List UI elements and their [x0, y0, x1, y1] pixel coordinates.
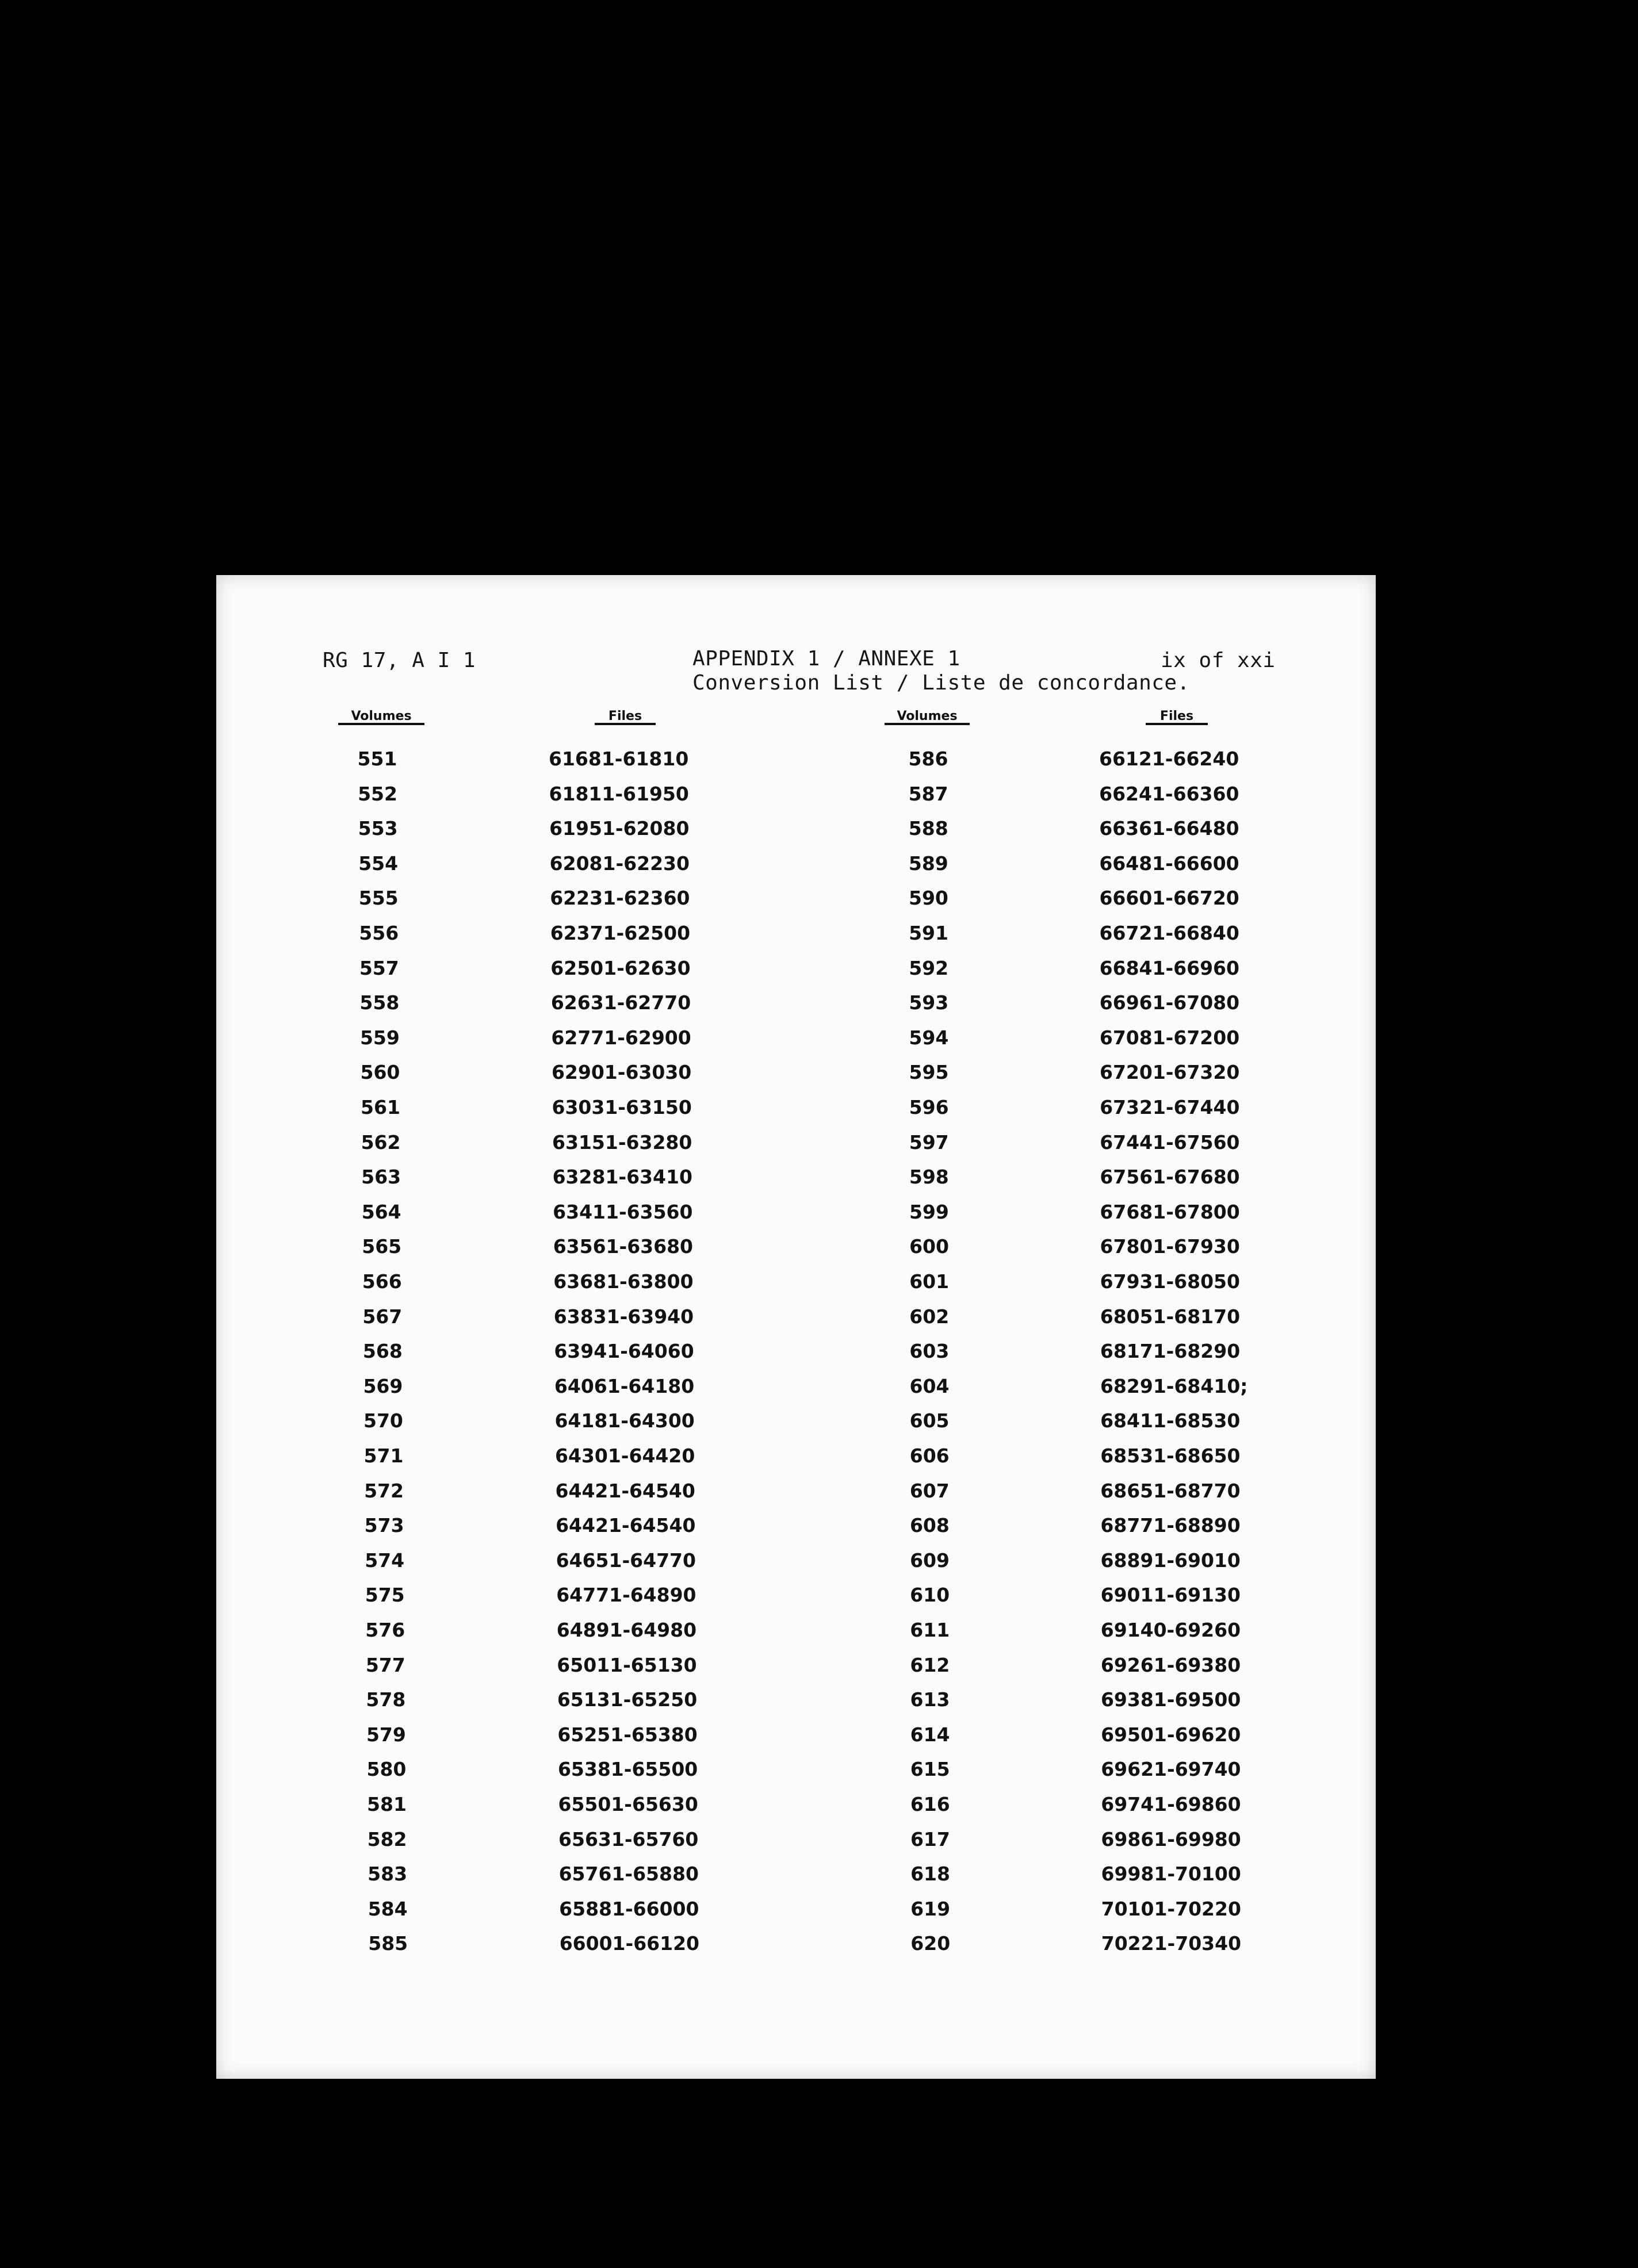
file-range: 62631-62770 [550, 991, 691, 1014]
volume-number: 613 [910, 1688, 950, 1711]
volume-number: 619 [910, 1897, 951, 1920]
file-range: 64181-64300 [554, 1409, 695, 1432]
volume-number: 617 [910, 1828, 950, 1851]
volume-number: 589 [908, 852, 948, 875]
volume-number: 553 [358, 817, 398, 840]
volume-number: 558 [359, 991, 400, 1014]
file-range: 61811-61950 [549, 782, 689, 805]
file-range: 62501-62630 [550, 956, 691, 979]
volume-number: 570 [363, 1409, 403, 1432]
volume-number: 551 [357, 748, 397, 770]
file-range: 66241-66360 [1099, 782, 1239, 805]
file-range: 68771-68890 [1100, 1514, 1241, 1537]
volume-number: 568 [362, 1340, 403, 1363]
file-range: 66961-67080 [1099, 991, 1240, 1014]
file-range: 69981-70100 [1101, 1863, 1241, 1886]
file-range: 63281-63410 [552, 1166, 692, 1189]
file-range: 65381-65500 [557, 1758, 698, 1781]
volume-number: 608 [909, 1514, 950, 1537]
file-range: 69621-69740 [1101, 1758, 1241, 1781]
volume-number: 554 [358, 852, 399, 875]
volume-number: 561 [361, 1096, 400, 1118]
volume-number: 594 [909, 1026, 949, 1049]
file-range: 67081-67200 [1099, 1026, 1240, 1049]
volume-number: 573 [364, 1514, 404, 1537]
volume-number: 598 [909, 1166, 949, 1189]
file-range: 66361-66480 [1099, 817, 1239, 840]
volume-number: 614 [910, 1723, 950, 1746]
volume-number: 615 [910, 1758, 950, 1781]
file-range: 65881-66000 [559, 1897, 699, 1920]
file-range: 67931-68050 [1100, 1270, 1240, 1293]
file-range: 69501-69620 [1101, 1723, 1241, 1746]
file-range: 67441-67560 [1100, 1131, 1240, 1154]
volume-number: 590 [908, 887, 948, 910]
volume-number: 603 [909, 1340, 950, 1363]
volume-number: 600 [909, 1235, 949, 1258]
page-number: ix of xxi [1161, 649, 1276, 672]
file-range: 65131-65250 [557, 1688, 698, 1711]
column-header-files-left: Files [595, 710, 656, 725]
volume-number: 583 [368, 1863, 408, 1886]
file-range: 64421-64540 [555, 1479, 695, 1502]
volume-number: 575 [365, 1584, 405, 1607]
volume-number: 556 [359, 922, 399, 944]
volume-number: 577 [365, 1653, 405, 1676]
volume-number: 607 [909, 1479, 950, 1502]
appendix-title: APPENDIX 1 / ANNEXE 1 [692, 647, 960, 671]
file-range: 63411-63560 [553, 1200, 693, 1223]
file-range: 64771-64890 [556, 1584, 696, 1607]
column-header-volumes-right: Volumes [885, 710, 970, 725]
volume-number: 587 [908, 782, 948, 805]
volume-number: 582 [367, 1828, 407, 1851]
file-range: 68051-68170 [1100, 1305, 1241, 1328]
volume-number: 611 [910, 1619, 950, 1641]
volume-number: 567 [362, 1305, 403, 1328]
volume-number: 620 [910, 1932, 951, 1955]
file-range: 62771-62900 [551, 1026, 691, 1049]
file-range: 69381-69500 [1100, 1688, 1241, 1711]
volume-number: 580 [366, 1758, 407, 1781]
file-range: 63681-63800 [553, 1270, 694, 1293]
volume-number: 591 [909, 922, 948, 944]
volume-number: 601 [909, 1270, 950, 1293]
volume-number: 605 [909, 1409, 950, 1432]
volume-number: 586 [908, 748, 948, 770]
file-range: 62231-62360 [550, 887, 690, 910]
file-range: 70221-70340 [1101, 1932, 1242, 1955]
file-range: 66121-66240 [1099, 748, 1239, 770]
volume-number: 597 [909, 1131, 949, 1154]
file-range: 64891-64980 [556, 1619, 697, 1641]
file-range: 69261-69380 [1100, 1653, 1241, 1676]
volume-number: 618 [910, 1863, 950, 1886]
file-range: 63941-64060 [554, 1340, 694, 1363]
file-range: 64421-64540 [556, 1514, 696, 1537]
file-range: 67561-67680 [1100, 1166, 1240, 1189]
volume-number: 559 [359, 1026, 400, 1049]
volume-number: 565 [362, 1235, 402, 1258]
file-range: 66001-66120 [559, 1932, 699, 1955]
record-group-reference: RG 17, A I 1 [323, 649, 476, 672]
file-range: 69861-69980 [1101, 1828, 1241, 1851]
volume-number: 563 [361, 1166, 401, 1189]
file-range: 63831-63940 [553, 1305, 694, 1328]
volume-number: 564 [361, 1200, 401, 1223]
file-range: 63151-63280 [552, 1131, 692, 1154]
file-range: 64651-64770 [556, 1549, 696, 1572]
file-range: 69011-69130 [1100, 1584, 1241, 1607]
appendix-heading [692, 647, 1190, 695]
file-range: 64301-64420 [555, 1445, 695, 1467]
volume-number: 562 [361, 1131, 401, 1154]
volume-number: 612 [910, 1653, 950, 1676]
file-range: 66721-66840 [1099, 922, 1239, 944]
file-range: 61681-61810 [549, 748, 689, 770]
volume-number: 593 [909, 991, 949, 1014]
document-page [216, 575, 1376, 2079]
appendix-subtitle: Conversion List / Liste de concordance. [692, 671, 1190, 695]
file-range: 68651-68770 [1100, 1479, 1241, 1502]
volume-number: 571 [363, 1445, 404, 1467]
file-range: 63031-63150 [552, 1096, 692, 1118]
file-range: 68171-68290 [1100, 1340, 1241, 1363]
file-range: 69741-69860 [1101, 1793, 1241, 1815]
volume-number: 566 [362, 1270, 402, 1293]
file-range: 65251-65380 [557, 1723, 698, 1746]
volume-number: 588 [908, 817, 948, 840]
file-range: 68891-69010 [1100, 1549, 1241, 1572]
file-range: 68531-68650 [1100, 1445, 1241, 1467]
volume-number: 555 [358, 887, 399, 910]
file-range: 66601-66720 [1099, 887, 1239, 910]
file-range: 61951-62080 [549, 817, 690, 840]
volume-number: 557 [359, 956, 399, 979]
file-range: 66481-66600 [1099, 852, 1239, 875]
volume-number: 595 [909, 1061, 949, 1084]
file-range: 68291-68410; [1100, 1374, 1248, 1397]
file-range: 67321-67440 [1100, 1096, 1240, 1118]
file-range: 67201-67320 [1099, 1061, 1240, 1084]
file-range: 66841-66960 [1099, 956, 1239, 979]
file-range: 62371-62500 [550, 922, 691, 944]
volume-number: 599 [909, 1200, 949, 1223]
file-range: 65631-65760 [558, 1828, 699, 1851]
volume-number: 579 [366, 1723, 406, 1746]
column-header-volumes-left: Volumes [338, 710, 424, 725]
column-header-files-right: Files [1146, 710, 1208, 725]
volume-number: 592 [909, 956, 949, 979]
file-range: 68411-68530 [1100, 1409, 1241, 1432]
volume-number: 585 [368, 1932, 408, 1955]
file-range: 67681-67800 [1100, 1200, 1240, 1223]
volume-number: 610 [910, 1584, 950, 1607]
file-range: 69140-69260 [1100, 1619, 1241, 1641]
volume-number: 604 [909, 1374, 950, 1397]
file-range: 65501-65630 [558, 1793, 698, 1815]
volume-number: 552 [358, 782, 397, 805]
volume-number: 578 [366, 1688, 406, 1711]
file-range: 64061-64180 [554, 1374, 695, 1397]
volume-number: 560 [360, 1061, 400, 1084]
file-range: 70101-70220 [1101, 1897, 1241, 1920]
volume-number: 576 [365, 1619, 405, 1641]
volume-number: 584 [368, 1897, 408, 1920]
file-range: 67801-67930 [1100, 1235, 1240, 1258]
file-range: 65011-65130 [557, 1653, 697, 1676]
volume-number: 574 [365, 1549, 405, 1572]
volume-number: 616 [910, 1793, 950, 1815]
volume-number: 572 [364, 1479, 404, 1502]
file-range: 65761-65880 [558, 1863, 699, 1886]
volume-number: 569 [363, 1374, 403, 1397]
volume-number: 596 [909, 1096, 949, 1118]
volume-number: 609 [910, 1549, 950, 1572]
volume-number: 602 [909, 1305, 950, 1328]
file-range: 62081-62230 [549, 852, 690, 875]
volume-number: 606 [909, 1445, 950, 1467]
file-range: 62901-63030 [551, 1061, 692, 1084]
volume-number: 581 [367, 1793, 407, 1815]
file-range: 63561-63680 [553, 1235, 693, 1258]
